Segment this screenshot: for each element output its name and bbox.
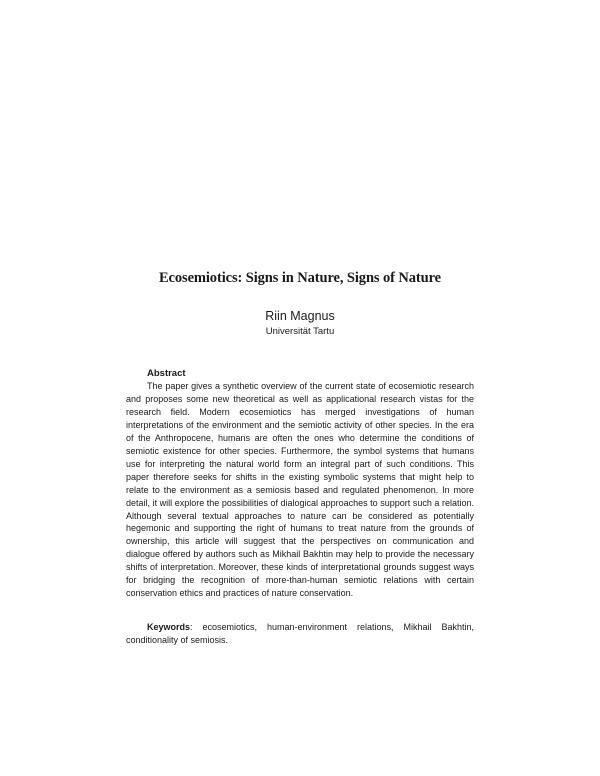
- author-name: Riin Magnus: [265, 309, 335, 323]
- paper-title: Ecosemiotics: Signs in Nature, Signs of Nature: [158, 270, 442, 286]
- abstract-text: The paper gives a synthetic overview of the current state of ecosemiotic research and proposes some new theoretical as well as applicational research vistas for the research field. Modern ecosemiotics has merged investigations of human interpretations of the environment and the semiotic activity of other species. In the era of the Anthropocene, humans are often the ones who determine the conditions of semiotic existence for other species. Furthermore, the symbol systems that humans use for interpreting the natural world form an integral part of such conditions. This paper therefore seeks for shifts in the existing symbolic systems that might help to relate to the environment as a semiosis based and regulated phenomenon. In more detail, it will explore the possibilities of dialogical approaches to support such a relation. Although several textual approaches to nature can be considered as potentially hegemonic and supporting the right of humans to treat nature from the grounds of ownership, this article will suggest that the perspectives on communication and dialogue offered by authors such as Mikhail Bakhtin may help to provide the necessary shifts of interpretation. Moreover, these kinds of interpretational grounds suggest ways for bridging the recognition of more-than-human semiotic relations with certain conservation ethics and practices of nature conservation.: [126, 381, 474, 599]
- abstract-heading: Abstract: [147, 368, 186, 379]
- keywords-paragraph: [126, 621, 474, 647]
- author-affiliation: Universität Tartu: [265, 326, 335, 337]
- keywords-label: Keywords: [147, 622, 191, 632]
- keywords-text: : ecosemiotics, human-environment relations, Mikhail Bakhtin, conditionality of semiosis.: [126, 622, 474, 645]
